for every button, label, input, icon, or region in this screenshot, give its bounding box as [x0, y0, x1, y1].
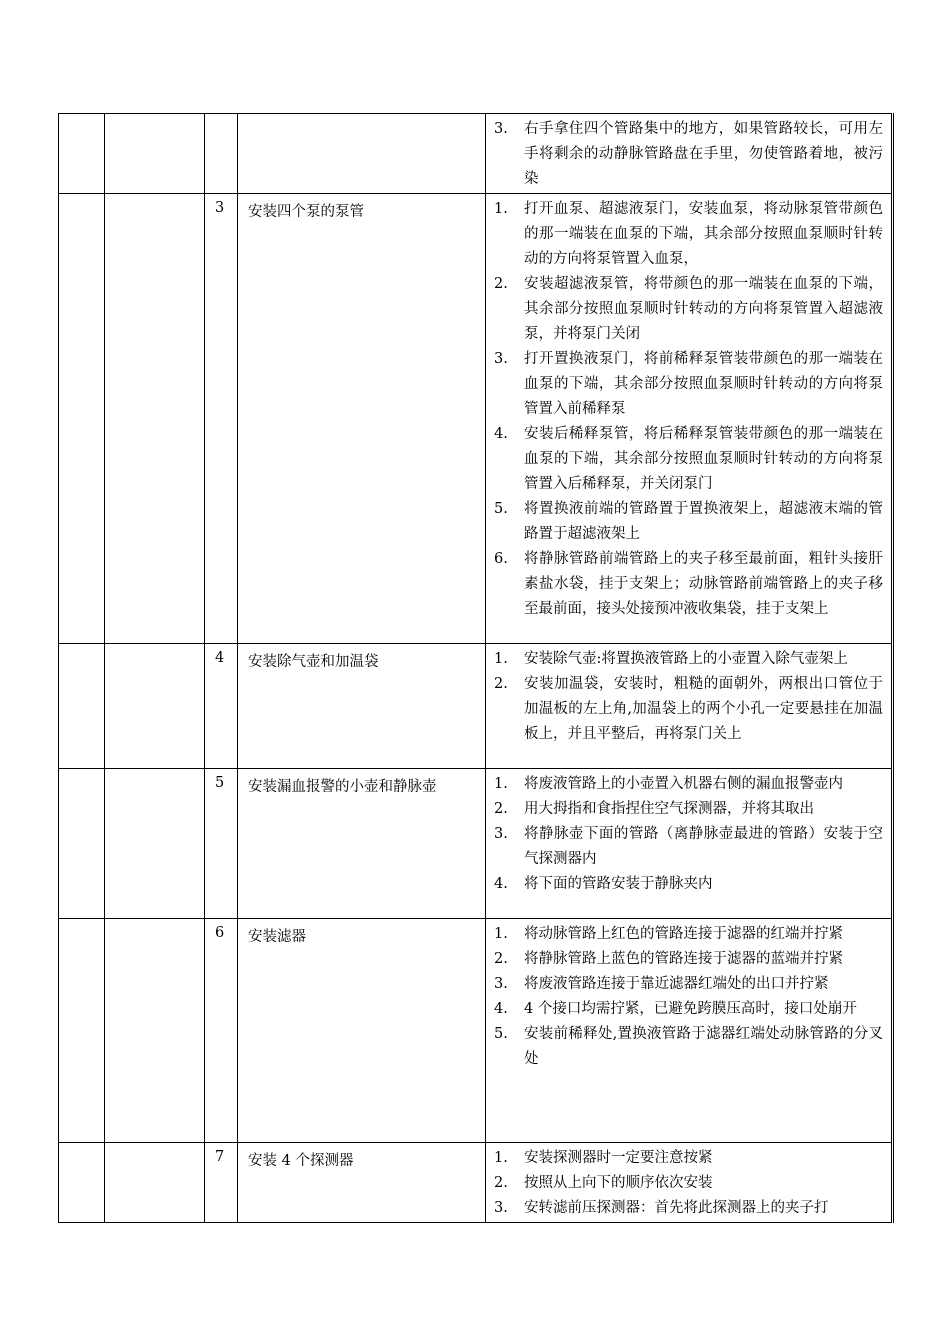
list-item: [494, 1022, 883, 1072]
list-item: [494, 1196, 883, 1221]
procedure-table: [58, 113, 894, 1223]
list-item-text: 安装后稀释泵管，将后稀释泵管装带颜色的那一端装在血泵的下端，其余部分按照血泵顺时针转动的方向将泵管置入后稀释泵，并关闭泵门: [524, 426, 883, 492]
blank-cell-2: [105, 919, 205, 1143]
list-item: [494, 347, 883, 422]
step-number: 3: [215, 200, 225, 216]
step-task-cell: [238, 1143, 486, 1223]
step-number: 7: [215, 1149, 225, 1165]
step-detail-list: [486, 1143, 891, 1222]
step-number: [205, 114, 237, 120]
step-detail-list: [486, 644, 891, 748]
step-task-cell: [238, 114, 486, 194]
list-item-number: 1.: [494, 201, 508, 217]
list-item-text: 打开置换液泵门，将前稀释泵管装带颜色的那一端装在血泵的下端，其余部分按照血泵顺时针转动的方向将泵管置入前稀释泵: [524, 351, 883, 417]
table-row: [59, 644, 893, 769]
blank-cell-1: [59, 919, 105, 1143]
list-item: [494, 672, 883, 747]
list-item: [494, 797, 883, 822]
step-detail-list: [486, 919, 891, 1073]
blank-cell-2: [105, 644, 205, 769]
list-item-number: 3.: [494, 976, 508, 992]
list-item: [494, 822, 883, 872]
list-item-number: 2.: [494, 1175, 508, 1191]
step-task: [238, 114, 485, 120]
step-number: 6: [215, 925, 225, 941]
list-item-number: 1.: [494, 651, 508, 667]
list-item: [494, 272, 883, 347]
list-item-text: 安装除气壶:将置换液管路上的小壶置入除气壶架上: [524, 651, 848, 667]
blank-cell-1: [59, 769, 105, 919]
step-details-cell: [486, 769, 893, 919]
list-item-text: 安装前稀释处,置换液管路于滤器红端处动脉管路的分叉处: [524, 1026, 883, 1067]
blank-cell-2: [105, 769, 205, 919]
step-task-cell: [238, 644, 486, 769]
list-item-number: 1.: [494, 1150, 508, 1166]
step-details-cell: [486, 919, 893, 1143]
list-item-number: 2.: [494, 801, 508, 817]
list-item: [494, 547, 883, 622]
list-item: [494, 922, 883, 947]
procedure-table-body: [59, 114, 893, 1223]
blank-cell-1: [59, 194, 105, 644]
step-details-cell: [486, 1143, 893, 1223]
blank-cell-2: [105, 114, 205, 194]
list-item-number: 1.: [494, 776, 508, 792]
list-item-text: 安装超滤液泵管，将带颜色的那一端装在血泵的下端，其余部分按照血泵顺时针转动的方向将泵管置入超滤液泵，并将泵门关闭: [524, 276, 883, 342]
table-row: [59, 769, 893, 919]
table-row: [59, 919, 893, 1143]
step-task: 安装除气壶和加温袋: [248, 654, 379, 670]
list-item-number: 5.: [494, 501, 508, 517]
step-task: 安装 4 个探测器: [248, 1153, 354, 1169]
blank-cell-1: [59, 114, 105, 194]
step-task: 安装漏血报警的小壶和静脉壶: [248, 779, 437, 795]
list-item-number: 2.: [494, 676, 508, 692]
list-item: [494, 972, 883, 997]
step-details-cell: [486, 194, 893, 644]
step-detail-list: [486, 194, 891, 623]
blank-cell-1: [59, 1143, 105, 1223]
list-item-number: 2.: [494, 276, 508, 292]
list-item: [494, 947, 883, 972]
list-item: [494, 872, 883, 897]
blank-cell-2: [105, 1143, 205, 1223]
list-item-text: 用大拇指和食指捏住空气探测器，并将其取出: [524, 801, 814, 817]
list-item: [494, 772, 883, 797]
list-item-text: 将废液管路连接于靠近滤器红端处的出口并拧紧: [524, 976, 829, 992]
list-item-number: 6.: [494, 551, 508, 567]
step-task-cell: [238, 919, 486, 1143]
list-item: [494, 1171, 883, 1196]
step-number-cell: [205, 194, 238, 644]
list-item-text: 将置换液前端的管路置于置换液架上，超滤液末端的管路置于超滤液架上: [524, 501, 883, 542]
list-item-text: 将动脉管路上红色的管路连接于滤器的红端并拧紧: [524, 926, 843, 942]
step-number-cell: [205, 1143, 238, 1223]
list-item-text: 右手拿住四个管路集中的地方，如果管路较长，可用左手将剩余的动静脉管路盘在手里，勿使管路着地，被污染: [524, 121, 883, 187]
list-item-number: 4.: [494, 1001, 508, 1017]
step-task-cell: [238, 769, 486, 919]
list-item: [494, 1146, 883, 1171]
table-row: [59, 194, 893, 644]
list-item: [494, 422, 883, 497]
step-details-cell: [486, 114, 893, 194]
step-detail-list: [486, 114, 891, 193]
blank-cell-2: [105, 194, 205, 644]
blank-cell-1: [59, 644, 105, 769]
list-item-number: 1.: [494, 926, 508, 942]
list-item-text: 安装探测器时一定要注意按紧: [524, 1150, 713, 1166]
list-item: [494, 997, 883, 1022]
step-number-cell: [205, 769, 238, 919]
step-number: 4: [215, 650, 225, 666]
step-task: 安装四个泵的泵管: [248, 204, 364, 220]
list-item-text: 按照从上向下的顺序依次安装: [524, 1175, 713, 1191]
list-item-number: 3.: [494, 351, 508, 367]
list-item-text: 将静脉壶下面的管路（离静脉壶最进的管路）安装于空气探测器内: [524, 826, 883, 867]
step-task-cell: [238, 194, 486, 644]
list-item: [494, 117, 883, 192]
list-item-text: 将静脉管路前端管路上的夹子移至最前面，粗针头接肝素盐水袋，挂于支架上；动脉管路前端管路上的夹子移至最前面，接头处接预冲液收集袋，挂于支架上: [524, 551, 883, 617]
list-item: [494, 497, 883, 547]
table-row: [59, 1143, 893, 1223]
step-number-cell: [205, 919, 238, 1143]
list-item-text: 安装加温袋，安装时，粗糙的面朝外，两根出口管位于加温板的左上角,加温袋上的两个小孔一定要悬挂在加温板上，并且平整后，再将泵门关上: [524, 676, 883, 742]
list-item-number: 3.: [494, 1200, 508, 1216]
list-item-text: 安转滤前压探测器：首先将此探测器上的夹子打: [524, 1200, 829, 1216]
list-item-number: 3.: [494, 826, 508, 842]
step-number: 5: [215, 775, 225, 791]
step-detail-list: [486, 769, 891, 898]
list-item-text: 4 个接口均需拧紧，已避免跨膜压高时，接口处崩开: [524, 1001, 857, 1017]
list-item-number: 4.: [494, 426, 508, 442]
list-item-text: 打开血泵、超滤液泵门，安装血泵，将动脉泵管带颜色的那一端装在血泵的下端，其余部分按照血泵顺时针转动的方向将泵管置入血泵，: [524, 201, 883, 267]
step-number-cell: [205, 644, 238, 769]
list-item-number: 5.: [494, 1026, 508, 1042]
table-row: [59, 114, 893, 194]
list-item-text: 将废液管路上的小壶置入机器右侧的漏血报警壶内: [524, 776, 843, 792]
list-item-text: 将静脉管路上蓝色的管路连接于滤器的蓝端并拧紧: [524, 951, 843, 967]
list-item: [494, 197, 883, 272]
list-item-text: 将下面的管路安装于静脉夹内: [524, 876, 713, 892]
step-details-cell: [486, 644, 893, 769]
step-number-cell: [205, 114, 238, 194]
list-item-number: 2.: [494, 951, 508, 967]
list-item-number: 4.: [494, 876, 508, 892]
list-item: [494, 647, 883, 672]
step-task: 安装滤器: [248, 929, 306, 945]
list-item-number: 3.: [494, 121, 508, 137]
